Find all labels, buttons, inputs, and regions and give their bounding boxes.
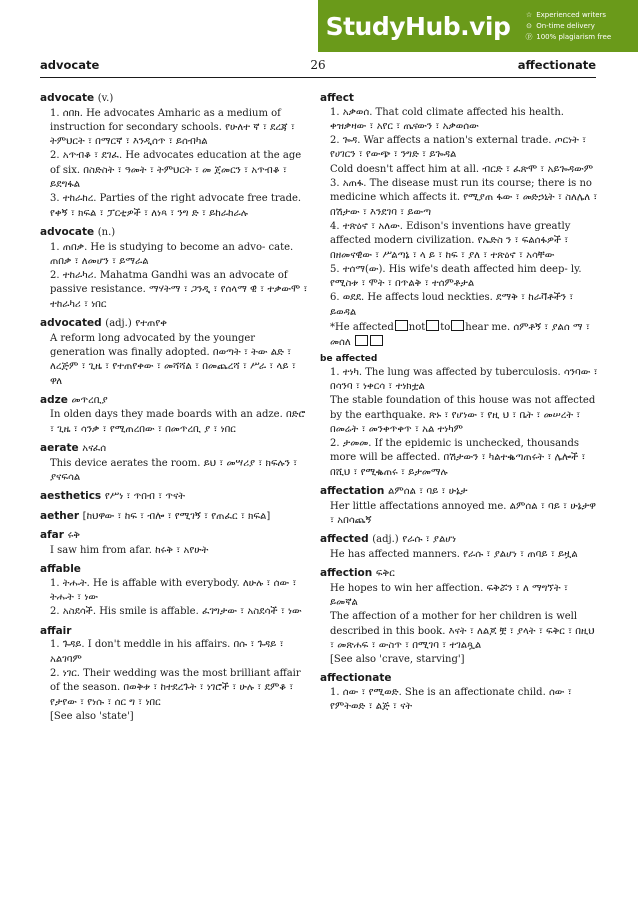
definition-text: 1. ጠበቃ. He is studying to become an advo- cate. ጠበቃ ፣ ለመሆን ፣ ይማራል — [50, 241, 294, 267]
headword-line — [40, 316, 308, 332]
amharic-gloss: ልምሰል ፣ ባይ ፣ ሁኔታ — [388, 486, 468, 498]
idiom-example — [320, 320, 598, 351]
feature-text: On-time delivery — [536, 21, 595, 30]
definition-text: A reform long advocated by the younger generation was finally adopted. በወጣት ፣ ትው ልድ ፣ ለረጅም ፣ ጊዜ ፣ የተጠየቀው ፣ መሻሻል ፣ በመጨረሻ ፣ ሥራ ፣ ላይ ፣ ዋለ — [50, 332, 296, 387]
banner-features — [518, 10, 636, 43]
headword: afar — [40, 529, 64, 542]
headword-line — [40, 489, 308, 505]
dictionary-entry — [40, 393, 308, 437]
definition-text: 3. አጠፋ. The disease must run its course; there is no medicine which affects it. የሚያጠ ፋው ፣ መድኃኒት ፣ ስለሌለ ፣ በሽታው ፣ እንደገባ ፣ ይውጣ — [330, 178, 598, 218]
feature-line — [524, 21, 636, 32]
feature-line — [524, 32, 636, 43]
headword-line — [40, 91, 308, 107]
headword: affable — [40, 563, 81, 576]
clock-icon: ⊙ — [526, 21, 532, 30]
dictionary-entry — [40, 624, 308, 724]
definition-text: 4. ተጽዕኖ ፣ አለው. Edison's inventions have greatly affected modern civilization. የኤድስ ን ፣ ፍልሰፋዎች ፣ በዘመናዊው ፣ ሥልጣኔ ፣ ላ ይ ፣ ከፍ ፣ ያለ ፣ ተጽዕኖ ፣ አሳቸው — [330, 220, 571, 261]
headword: affectionate — [320, 672, 392, 685]
guide-word-right: affectionate — [517, 58, 596, 72]
definition-text: 6. ወደደ. He affects loud neckties. ደማቅ ፣ ከራቫቶችን ፣ ይወዳል — [330, 292, 574, 318]
marker-icon — [426, 320, 439, 331]
header-rule — [40, 77, 596, 78]
headword-line — [40, 509, 308, 525]
definition-text: The affection of a mother for her children is well described in this book. እናት ፣ ለልጆ ቿ ፣ ያላት ፣ ፍቅር ፣ በዚህ ፣ መጽሐፍ ፣ ውስጥ ፣ በሚገባ ፣ ተገልጿል — [330, 611, 595, 651]
headword-line — [320, 566, 598, 582]
headword-line — [320, 91, 598, 106]
headword: affair — [40, 624, 72, 637]
definition-text: 3. ተከራከረ. Parties of the right advocate free trade. የቀኝ ፣ ክፍል ፣ ፓርቲዎች ፣ ለነጻ ፣ ንግ ድ ፣ ይከራከራሉ — [50, 193, 302, 219]
idiom-text: not — [408, 322, 426, 334]
definition-text: 2. ታመመ. If the epidemic is unchecked, thousands more will be affected. በሽታውን ፣ ካልተቈጣጠሩት ፣ ሌሎች ፣ በሺህ ፣ የሚቈጠሩ ፣ ይታመማሉ — [330, 438, 586, 478]
definition-text: 1. ተነካ. The lung was affected by tuberculosis. ሳንባው ፣ በሳንባ ፣ ነቀርሳ ፣ ተነክቷል — [330, 366, 598, 392]
amharic-gloss: መጥረቢያ — [71, 394, 108, 406]
dictionary-entry — [40, 509, 308, 525]
feature-text: 100% plagiarism free — [536, 32, 612, 41]
definition-text: 1. ጉዳይ. I don't meddle in his affairs. በሱ ፣ ጉዳይ ፣ አልገባም — [50, 639, 284, 665]
definition-text: The stable foundation of this house was not affected by the earthquake. ጽኑ ፣ የሆነው ፣ የዚ ህ ፣ ቤት ፣ መሠረት ፣ በመሬት ፣ መንቀጥቀጥ ፣ አል ተነካም — [330, 395, 596, 435]
sub-headword: be affected — [320, 353, 378, 364]
headword-line — [40, 393, 308, 409]
definition-text: 1. አቃወሰ. That cold climate affected his health. ቀዝቃዛው ፣ አየር ፣ ጤናውን ፣ አቃወሰው — [330, 106, 564, 132]
definition-text: 2. ጐዳ. War affects a nation's external trade. ጦርነት ፣ የሀገርን ፣ የውጭ ፣ ንግድ ፣ ይጐዳል — [330, 135, 587, 161]
dictionary-entry — [320, 91, 598, 480]
headword: aerate — [40, 442, 79, 455]
feature-line — [524, 10, 636, 21]
definition-text: 1. ሰው ፣ የሚወድ. She is an affectionate child. ሰው ፣ የምትወድ ፣ ልጅ ፣ ናት — [330, 687, 572, 713]
definition-text: He has affected manners. የራሱ ፣ ያልሆነ ፣ ጠባይ ፣ ይዟል — [330, 548, 578, 560]
amharic-gloss: [ከህዋው ፣ ከፍ ፣ ብሎ ፣ የሚገኝ ፣ የጠፈር ፣ ክፍል] — [82, 510, 271, 522]
headword: affect — [320, 92, 354, 104]
definition-text: 2. አጥብቆ ፣ ደገፈ. He advocates education at the age of six. በስድስት ፣ ዓመት ፣ ትምህርት ፣ መ ጀመርን ፣ አጥብቆ ፣ ይደግፋል — [50, 150, 302, 191]
headword: advocate — [40, 92, 95, 104]
see-also: [See also 'crave, starving'] — [330, 654, 465, 666]
headword-line — [40, 624, 308, 639]
definition-text: 2. አስደሳች. His smile is affable. ፈገግታው ፣ አስደሳች ፣ ነው — [50, 606, 302, 618]
part-of-speech: (n.) — [97, 226, 116, 238]
definition-text: 2. ተከራካሪ. Mahatma Gandhi was an advocate of passive resistance. ማሃትማ ፣ ጋንዲ ፣ የሰላማ ዊ ፣ ተቃውሞ ፣ ተከራካሪ ፣ ነበር — [50, 270, 308, 310]
feature-text: Experienced writers — [536, 10, 607, 19]
headword-line — [40, 441, 308, 457]
headword: adze — [40, 393, 68, 406]
dictionary-entry — [40, 489, 308, 505]
definition-text: He hopes to win her affection. ፍቅሯን ፣ ለ ማግኘት ፣ ይመኛል — [330, 582, 568, 608]
right-column — [320, 91, 598, 719]
part-of-speech: (v.) — [97, 93, 114, 104]
headword: advocate — [40, 225, 95, 238]
headword: aether — [40, 509, 80, 522]
dictionary-entry — [320, 484, 598, 528]
idiom-text: hear me. ሰምቶኝ ፣ ያልሰ ማ ፣ መሰለ — [330, 322, 590, 349]
headword-line — [320, 532, 598, 548]
definition-text: Cold doesn't affect him at all. ብርድ ፣ ፈጽሞ ፣ አይጐዳውም — [330, 163, 594, 175]
definition-text: 1. ትሑት. He is affable with everybody. ለሁሉ ፣ ሰው ፣ ትሑት ፣ ነው — [50, 577, 297, 604]
dictionary-entry — [40, 316, 308, 389]
amharic-gloss: አናፈሰ — [82, 443, 107, 455]
idiom-text: to — [440, 322, 451, 334]
definition-text: In olden days they made boards with an adze. በድሮ ፣ ጊዜ ፣ ሳንቃ ፣ የሚጠረበው ፣ በመጥረቢ ያ ፣ ነበር — [50, 409, 306, 435]
definition-text: I saw him from afar. ከሩቅ ፣ አየሁት — [50, 544, 209, 556]
running-head — [40, 58, 596, 74]
dictionary-entry — [40, 91, 308, 221]
dictionary-entry — [40, 562, 308, 619]
amharic-gloss: ሩቅ — [67, 530, 80, 542]
idiom-text: *He affected — [330, 322, 394, 334]
marker-icon — [395, 320, 408, 331]
headword-line — [40, 528, 308, 544]
left-column — [40, 91, 308, 728]
page-number: 26 — [310, 58, 326, 72]
studyhub-logo[interactable]: StudyHub.vip — [325, 11, 511, 41]
amharic-gloss: የተጠየቀ — [135, 318, 167, 330]
headword: affectation — [320, 485, 385, 498]
headword-line — [40, 562, 308, 577]
amharic-gloss: ፍቅር — [375, 568, 395, 580]
dictionary-entry — [40, 225, 308, 312]
guide-word-left: advocate — [40, 58, 100, 72]
headword: aesthetics — [40, 490, 102, 503]
dictionary-entry — [320, 671, 598, 714]
definition-text: Her little affectations annoyed me. ልምሰል ፣ ባይ ፣ ሁኔታዋ ፣ አበሳጨኝ — [330, 500, 597, 526]
dictionary-entry — [40, 528, 308, 558]
studyhub-banner[interactable] — [318, 0, 638, 52]
headword-line — [40, 225, 308, 241]
percent-icon: ⓟ — [525, 32, 533, 41]
amharic-gloss: የራሱ ፣ ያልሆነ — [402, 534, 457, 546]
part-of-speech: (adj.) — [105, 318, 132, 330]
definition-text: 1. ሰበክ. He advocates Amharic as a medium of instruction for secondary schools. የሁለተ ኛ ፣ ደረጃ ፣ ትምህርት ፣ በማርኛ ፣ እንዲሰጥ ፣ ይሰብካል — [50, 107, 295, 148]
headword-line — [320, 484, 598, 500]
photo-icon — [370, 335, 383, 346]
amharic-gloss: የሥነ ፣ ጥበብ ፣ ጥናት — [104, 491, 186, 503]
definition-text: 2. ነገር. Their wedding was the most brilliant affair of the season. በወቅቱ ፣ ከተደረጉት ፣ ነገሮች ፣ ሁሉ ፣ ደምቆ ፣ የታየው ፣ የነሱ ፣ ሰር ግ ፣ ነበር — [50, 667, 301, 708]
definition-text: 5. ተሰማ(ው). His wife's death affected him deep- ly. የሚስቱ ፣ ሞት ፣ በጥልቅ ፣ ተሰምቶታል — [330, 263, 582, 290]
marker-icon — [451, 320, 464, 331]
part-of-speech: (adj.) — [372, 534, 399, 546]
dictionary-entry — [320, 566, 598, 667]
image-icon — [355, 335, 368, 346]
headword: affected — [320, 533, 369, 546]
headword-line — [320, 671, 598, 686]
headword: affection — [320, 567, 373, 580]
dictionary-entry — [320, 532, 598, 562]
headword: advocated — [40, 317, 102, 330]
star-icon: ☆ — [525, 10, 533, 19]
see-also: [See also 'state'] — [50, 710, 134, 722]
definition-text: This device aerates the room. ይህ ፣ መሣሪያ ፣ ክፍሉን ፣ ያናፍሳል — [50, 457, 298, 483]
dictionary-entry — [40, 441, 308, 485]
